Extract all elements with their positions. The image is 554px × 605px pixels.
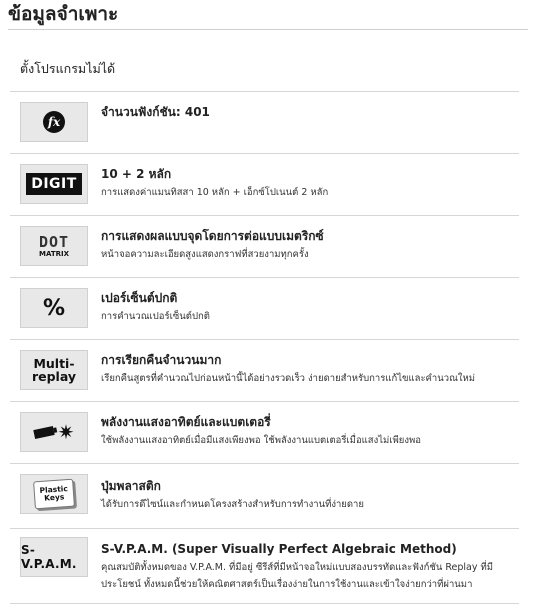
svpam-icon: S-V.P.A.M. bbox=[20, 537, 88, 577]
feature-row bbox=[10, 277, 519, 340]
section-label: ตั้งโปรแกรมไม่ได้ bbox=[20, 61, 116, 76]
feature-description: ได้รับการดีไซน์และกำหนดโครงสร้างสำหรับการทำงานที่ง่ายดาย bbox=[101, 499, 364, 510]
feature-description: ใช้พลังงานแสงอาทิตย์เมื่อมีแสงเพียงพอ ใช้พลังงานแบตเตอรี่เมื่อแสงไม่เพียงพอ bbox=[101, 435, 421, 446]
dot-matrix-icon: DOT MATRIX bbox=[20, 226, 88, 266]
digit-icon: DIGIT bbox=[20, 164, 88, 204]
feature-description: เรียกคืนสูตรที่คำนวณไปก่อนหน้านี้ได้อย่างรวดเร็ว ง่ายดายสำหรับการแก้ไขและคำนวณใหม่ bbox=[101, 373, 476, 384]
feature-row bbox=[10, 215, 519, 278]
feature-row bbox=[10, 463, 519, 526]
feature-description: หน้าจอความละเอียดสูงแสดงกราฟที่สวยงามทุกครั้ง bbox=[101, 249, 309, 260]
feature-title: การเรียกคืนจำนวนมาก bbox=[101, 353, 222, 367]
feature-row bbox=[10, 401, 519, 464]
feature-title: พลังงานแสงอาทิตย์และแบตเตอรี่ bbox=[101, 415, 271, 429]
multi-replay-icon: Multi- replay bbox=[20, 350, 88, 390]
battery-icon bbox=[33, 426, 54, 439]
sun-icon: ✷ bbox=[57, 420, 75, 444]
feature-row bbox=[10, 528, 519, 604]
feature-title: S-V.P.A.M. (Super Visually Perfect Algebraic Method) bbox=[101, 542, 457, 556]
percent-icon: % bbox=[20, 288, 88, 328]
feature-description: การคำนวณเปอร์เซ็นต์ปกติ bbox=[101, 311, 210, 322]
feature-title: 10 + 2 หลัก bbox=[101, 167, 172, 181]
feature-title: เปอร์เซ็นต์ปกติ bbox=[101, 291, 178, 305]
feature-description: การแสดงค่าแมนทิสสา 10 หลัก + เอ็กซ์โปเนนต์ 2 หลัก bbox=[101, 187, 329, 198]
feature-row bbox=[10, 153, 519, 216]
page-title: ข้อมูลจำเพาะ bbox=[8, 3, 119, 25]
feature-title: จำนวนฟังก์ชัน: 401 bbox=[101, 105, 210, 119]
feature-title: ปุ่มพลาสติก bbox=[101, 479, 161, 493]
title-divider bbox=[8, 29, 528, 30]
fx-icon: fx bbox=[20, 102, 88, 142]
feature-description: คุณสมบัติทั้งหมดของ V.P.A.M. ที่มีอยู่ ซีรีส์ที่มีหน้าจอใหม่แบบสองบรรทัดและฟังก์ชัน Replay ที่มีประโยชน์ ทั้งหมดนี้ช่วยให้คณิตศาสตร์เป็นเรื่องง่ายในการใช้งานและเข้าใจง่ายกว่าที่ผ่านมา bbox=[101, 562, 494, 590]
feature-title: การแสดงผลแบบจุดโดยการต่อแบบเมตริกซ์ bbox=[101, 229, 324, 243]
plastic-keys-icon: Plastic Keys bbox=[20, 474, 88, 514]
solar-battery-icon bbox=[20, 412, 88, 452]
feature-row bbox=[10, 91, 519, 154]
feature-row bbox=[10, 339, 519, 402]
